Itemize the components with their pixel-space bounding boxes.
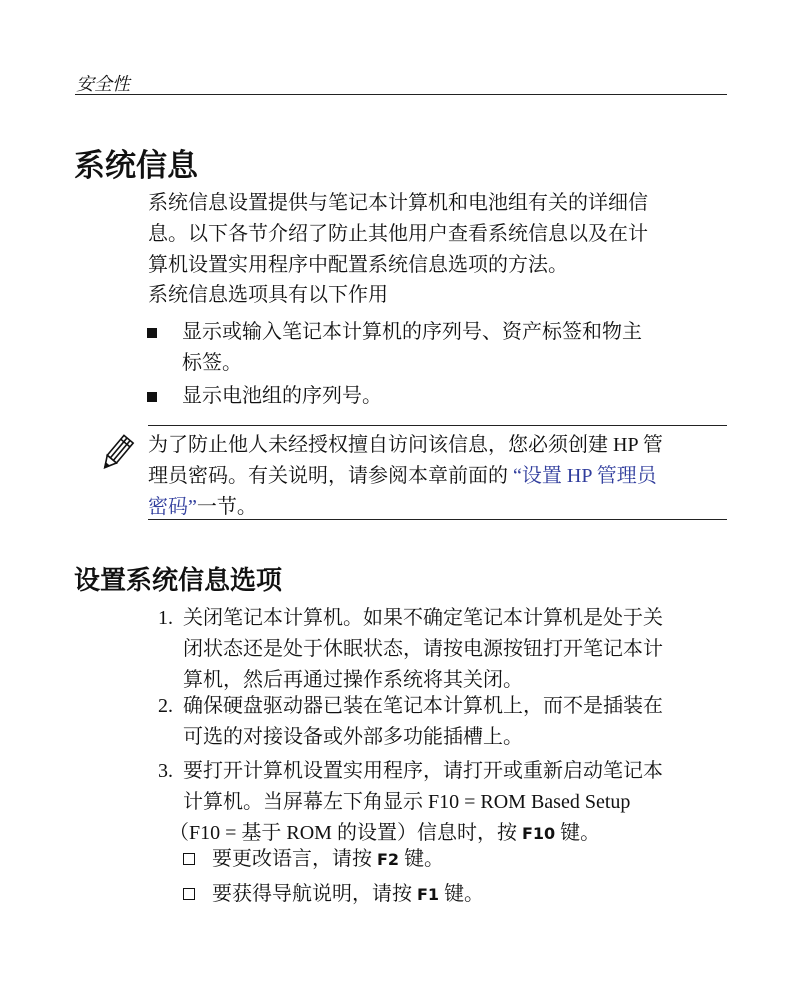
note-bottom-rule (148, 519, 727, 520)
substep-text: 要获得导航说明，请按 (212, 883, 417, 905)
step-line: 计算机。当屏幕左下角显示 F10 = ROM Based Setup (183, 791, 631, 813)
key-label: F2 (377, 850, 400, 869)
substep-text: 键。 (439, 883, 485, 905)
bullet-square-icon (147, 328, 157, 338)
note-text-span: 理员密码。有关说明，请参阅本章前面的 (148, 465, 513, 487)
note-top-rule (148, 425, 727, 426)
note-line: 为了防止他人未经授权擅自访问该信息，您必须创建 HP 管 (148, 434, 663, 456)
step-line: 确保硬盘驱动器已装在笔记本计算机上，而不是插装在 (183, 695, 663, 717)
bullet-line: 标签。 (182, 352, 242, 374)
step-number: 1. (158, 607, 173, 629)
checkbox-bullet-icon (183, 888, 195, 900)
step-line: 算机，然后再通过操作系统将其关闭。 (183, 669, 523, 691)
note-line (148, 461, 728, 492)
options-lead: 系统信息选项具有以下作用 (148, 284, 388, 306)
step-number: 3. (158, 760, 173, 782)
section-title: 系统信息 (74, 148, 198, 184)
step-text-span: 键。 (555, 822, 601, 844)
step-line: 关闭笔记本计算机。如果不确定笔记本计算机是处于关 (183, 607, 663, 629)
note-text (148, 430, 728, 523)
step-line: 闭状态还是处于休眠状态，请按电源按钮打开笔记本计 (183, 638, 663, 660)
key-label: F1 (417, 885, 440, 904)
cross-reference-link[interactable]: 密码” (148, 496, 197, 518)
bullet-square-icon (147, 392, 157, 402)
running-header: 安全性 (76, 74, 130, 94)
header-rule (75, 94, 727, 95)
step-text-span: （F10 = 基于 ROM 的设置）信息时，按 (169, 822, 522, 844)
note-text-span: 一节。 (196, 496, 257, 518)
step-line: 要打开计算机设置实用程序，请打开或重新启动笔记本 (183, 760, 663, 782)
bullet-line: 显示或输入笔记本计算机的序列号、资产标签和物主 (182, 321, 642, 343)
substep-text: 要更改语言，请按 (212, 848, 377, 870)
step-line: 可选的对接设备或外部多功能插槽上。 (183, 726, 523, 748)
checkbox-bullet-icon (183, 853, 195, 865)
intro-line: 息。以下各节介绍了防止其他用户查看系统信息以及在计 (148, 223, 648, 245)
bullet-line: 显示电池组的序列号。 (182, 385, 382, 407)
step-number: 2. (158, 695, 173, 717)
pencil-note-icon (96, 432, 138, 474)
key-label: F10 (521, 824, 556, 843)
intro-line: 算机设置实用程序中配置系统信息选项的方法。 (148, 254, 568, 276)
intro-paragraph (148, 188, 728, 281)
substep-text: 键。 (399, 848, 445, 870)
cross-reference-link[interactable]: “设置 HP 管理员 (513, 465, 657, 487)
intro-line: 系统信息设置提供与笔记本计算机和电池组有关的详细信 (148, 192, 648, 214)
subsection-title: 设置系统信息选项 (74, 566, 283, 596)
